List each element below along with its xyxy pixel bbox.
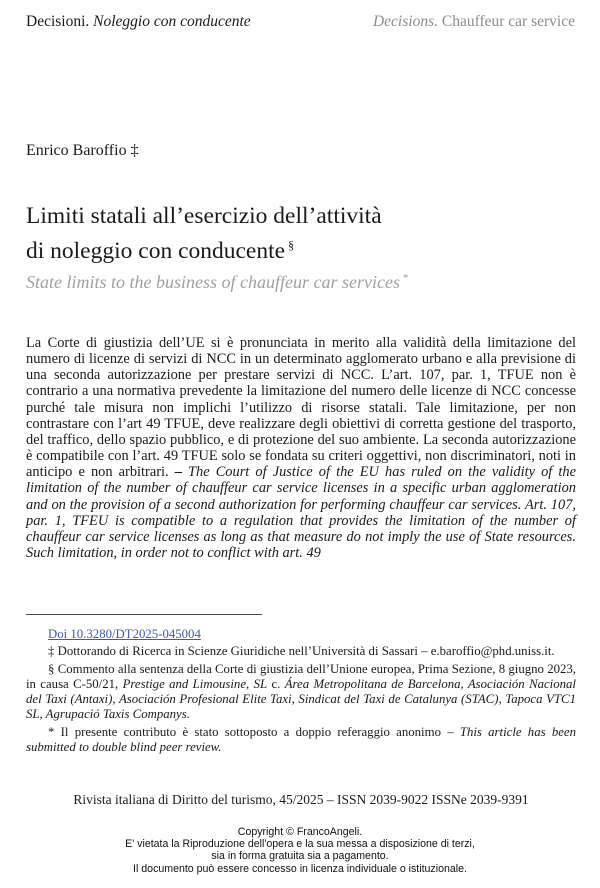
header-section-en: Decisions. bbox=[372, 13, 438, 30]
header-section-it: Decisioni. bbox=[26, 13, 90, 30]
author-footnote-mark: ‡ bbox=[130, 142, 139, 159]
title-footnote-mark: § bbox=[288, 238, 295, 252]
footnote-divider bbox=[26, 614, 262, 615]
subtitle-text: State limits to the business of chauffeur car services bbox=[26, 272, 400, 292]
abstract bbox=[26, 335, 576, 561]
footnote-author-mark: ‡ bbox=[48, 644, 55, 658]
copyright-line-2: E' vietata la Riproduzione dell'opera e la sua messa a disposizione di terzi, bbox=[125, 838, 475, 851]
footnote-review bbox=[26, 725, 576, 755]
author-name: Enrico Baroffio bbox=[26, 142, 127, 159]
footnote-case-mark: § bbox=[48, 662, 55, 676]
footnote-case-text-b: c. bbox=[271, 677, 281, 691]
article-subtitle bbox=[26, 272, 408, 293]
header-topic-it: Noleggio con conducente bbox=[93, 13, 251, 30]
journal-citation: Rivista italiana di Diritto del turismo, 45/2025 – ISSN 2039-9022 ISSNe 2039-9391 bbox=[73, 792, 529, 807]
author-line bbox=[26, 142, 139, 160]
header-topic-en: Chauffeur car service bbox=[441, 13, 575, 30]
copyright-line-4: Il documento può essere concesso in licenza individuale o istituzionale. bbox=[133, 862, 467, 875]
footnote-case-party-a: Prestige and Limousine, SL bbox=[122, 677, 268, 691]
copyright-line-1: Copyright © FrancoAngeli. bbox=[237, 826, 363, 838]
doi-line bbox=[26, 627, 576, 642]
footnote-review-mark: * bbox=[48, 725, 55, 739]
abstract-separator: – bbox=[174, 464, 182, 481]
doi-link[interactable]: Doi 10.3280/DT2025-045004 bbox=[48, 627, 201, 641]
footnote-author bbox=[26, 644, 576, 659]
footnote-case-party-b: Área Metropolitana de Barcelona, Asociación Nacional del Taxi (Antaxi), Asociación Profesional Elite Taxi, Sindicat del Taxi de Catalunya (STAC), Tapoca VTC1 SL, Agrupació Taxis Companys. bbox=[26, 677, 576, 721]
footnotes bbox=[26, 627, 576, 758]
footnote-case bbox=[26, 662, 576, 722]
running-header-right bbox=[373, 13, 575, 31]
running-header-left bbox=[26, 13, 251, 31]
article-title bbox=[26, 202, 576, 266]
title-line-2: di noleggio con conducente bbox=[26, 238, 286, 264]
abstract-italian: La Corte di giustizia dell’UE si è pronunciata in merito alla validità della limitazione del numero di licenze di servizi di NCC in un determinato agglomerato urbano e alla previsione di una seconda autorizzazione per prestare servizi di NCC. L’art. 107, par. 1, TFUE non è contrario a una normativa prevedente la limitazione del numero delle licenze di NCC concesse purché tale misura non implichi l’utilizzo di risorse statali. Tale limitazione, per non contrastare con l’art 49 TFUE, deve realizzare degli obiettivi di corretta gestione del trasporto, del traffico, dello spazio pubblico, e di protezione del suo ambiente. La seconda autorizzazione è compatibile con l’art. 49 TFUE solo se fondata su criteri oggettivi, non discriminatori, noti in anticipo e non arbitrari. bbox=[26, 335, 576, 481]
abstract-english: The Court of Justice of the EU has ruled on the validity of the limitation of the number of chauffeur car service licenses in a specific urban agglomeration and on the provision of a second authorization for performing chauffeur car services. Art. 107, par. 1, TFEU is compatible to a regulation that provides the limitation of the number of chauffeur car service licenses as long as that measure do not imply the use of State resources. Such limitation, in order not to conflict with art. 49 bbox=[26, 464, 576, 562]
footnote-author-text: Dottorando di Ricerca in Scienze Giuridiche nell’Università di Sassari – e.baroffio@phd.uniss.it. bbox=[57, 644, 555, 658]
subtitle-footnote-mark: * bbox=[402, 272, 409, 284]
copyright-notice bbox=[0, 826, 600, 875]
footnote-review-text-it: Il presente contributo è stato sottoposto a doppio referaggio anonimo – bbox=[60, 725, 454, 739]
title-line-1: Limiti statali all’esercizio dell’attività bbox=[26, 203, 382, 229]
footnote-review-text-en: This article has been submitted to double blind peer review. bbox=[26, 725, 576, 754]
copyright-line-3: sia in forma gratuita sia a pagamento. bbox=[211, 850, 389, 863]
footnote-case-text-a: Commento alla sentenza della Corte di giustizia dell’Unione europea, Prima Sezione, 8 giugno 2023, in causa C-50/21, bbox=[26, 662, 577, 691]
